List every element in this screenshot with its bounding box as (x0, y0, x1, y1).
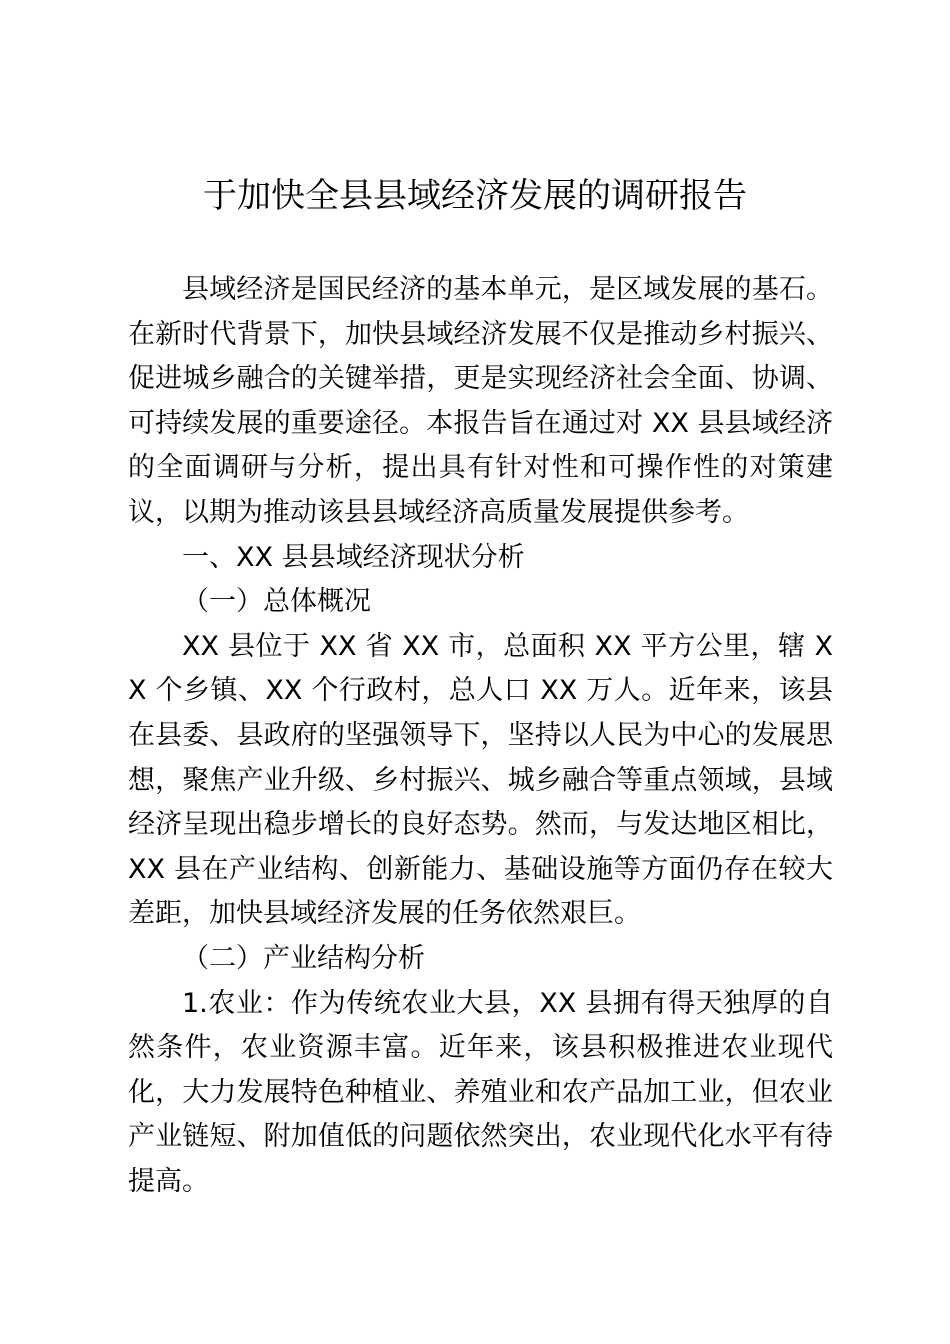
subsection-heading-industry: （二）产业结构分析 (182, 942, 425, 974)
agriculture-paragraph: 1.农业：作为传统农业大县，XX 县拥有得天独厚的自然条件，农业资源丰富。近年来，该县积极推进农业现代化，大力发展特色种植业、养殖业和农产品加工业，但农业产业链短、附加值低的问题依然突出，农业现代化水平有待提高。 (128, 987, 833, 1197)
section-heading-1: 一、XX 县县域经济现状分析 (182, 541, 525, 573)
subsection-heading-overview: （一）总体概况 (182, 586, 371, 618)
intro-paragraph: 县域经济是国民经济的基本单元，是区域发展的基石。在新时代背景下，加快县域经济发展不仅是推动乡村振兴、促进城乡融合的关键举措，更是实现经济社会全面、协调、可持续发展的重要途径。本报告旨在通过对 XX 县县域经济的全面调研与分析，提出具有针对性和可操作性的对策建议，以期为推动该县县域经济高质量发展提供参考。 (128, 274, 833, 528)
document-body (128, 268, 833, 1204)
overview-paragraph: XX 县位于 XX 省 XX 市，总面积 XX 平方公里，辖 XX 个乡镇、XX 个行政村，总人口 XX 万人。近年来，该县在县委、县政府的坚强领导下，坚持以人民为中心的发展思想，聚焦产业升级、乡村振兴、城乡融合等重点领域，县域经济呈现出稳步增长的良好态势。然而，与发达地区相比，XX 县在产业结构、创新能力、基础设施等方面仍存在较大差距，加快县域经济发展的任务依然艰巨。 (128, 630, 833, 930)
document-title: 于加快全县县域经济发展的调研报告 (203, 176, 747, 216)
